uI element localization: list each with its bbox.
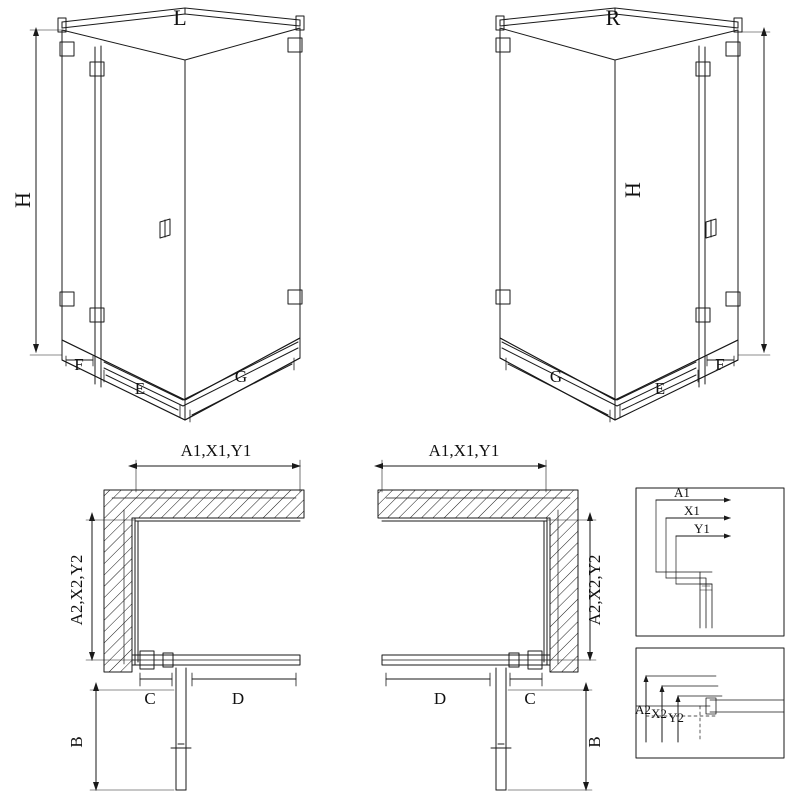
- view-label-right: R: [605, 5, 621, 30]
- detail-dim-a1: A1: [674, 485, 690, 500]
- detail-dim-y1: Y1: [694, 521, 710, 536]
- dim-g-right: G: [549, 367, 563, 386]
- dim-a1x1y1-left: A1,X1,Y1: [180, 441, 252, 460]
- view-label-left: L: [173, 5, 187, 30]
- dim-f-left: F: [74, 355, 84, 374]
- detail-dim-y2: Y2: [668, 710, 684, 725]
- dim-e-left: E: [134, 379, 146, 398]
- detail-view-bottom: [636, 648, 784, 758]
- dim-c-left: C: [144, 689, 156, 708]
- dim-d-left: D: [231, 689, 245, 708]
- dim-h-left: H: [10, 192, 35, 208]
- dim-g-left: G: [234, 367, 248, 386]
- iso-view-left: [30, 8, 304, 422]
- dim-d-right: D: [433, 689, 447, 708]
- iso-view-right: [496, 8, 770, 422]
- detail-dim-x1: X1: [684, 503, 700, 518]
- dim-e-right: E: [654, 379, 666, 398]
- dim-c-right: C: [524, 689, 536, 708]
- dim-b-right: B: [585, 736, 604, 748]
- dim-b-left: B: [67, 736, 86, 748]
- dim-f-right: F: [715, 355, 725, 374]
- detail-dim-a2: A2: [635, 702, 651, 717]
- plan-view-left: [86, 460, 304, 790]
- dim-a2x2y2-left: A2,X2,Y2: [67, 554, 86, 626]
- plan-view-right: [378, 460, 596, 790]
- dim-h-right: H: [620, 182, 645, 198]
- dim-a2x2y2-right: A2,X2,Y2: [585, 554, 604, 626]
- dim-a1x1y1-right: A1,X1,Y1: [428, 441, 500, 460]
- detail-dim-x2: X2: [651, 706, 667, 721]
- detail-view-top: [636, 488, 784, 636]
